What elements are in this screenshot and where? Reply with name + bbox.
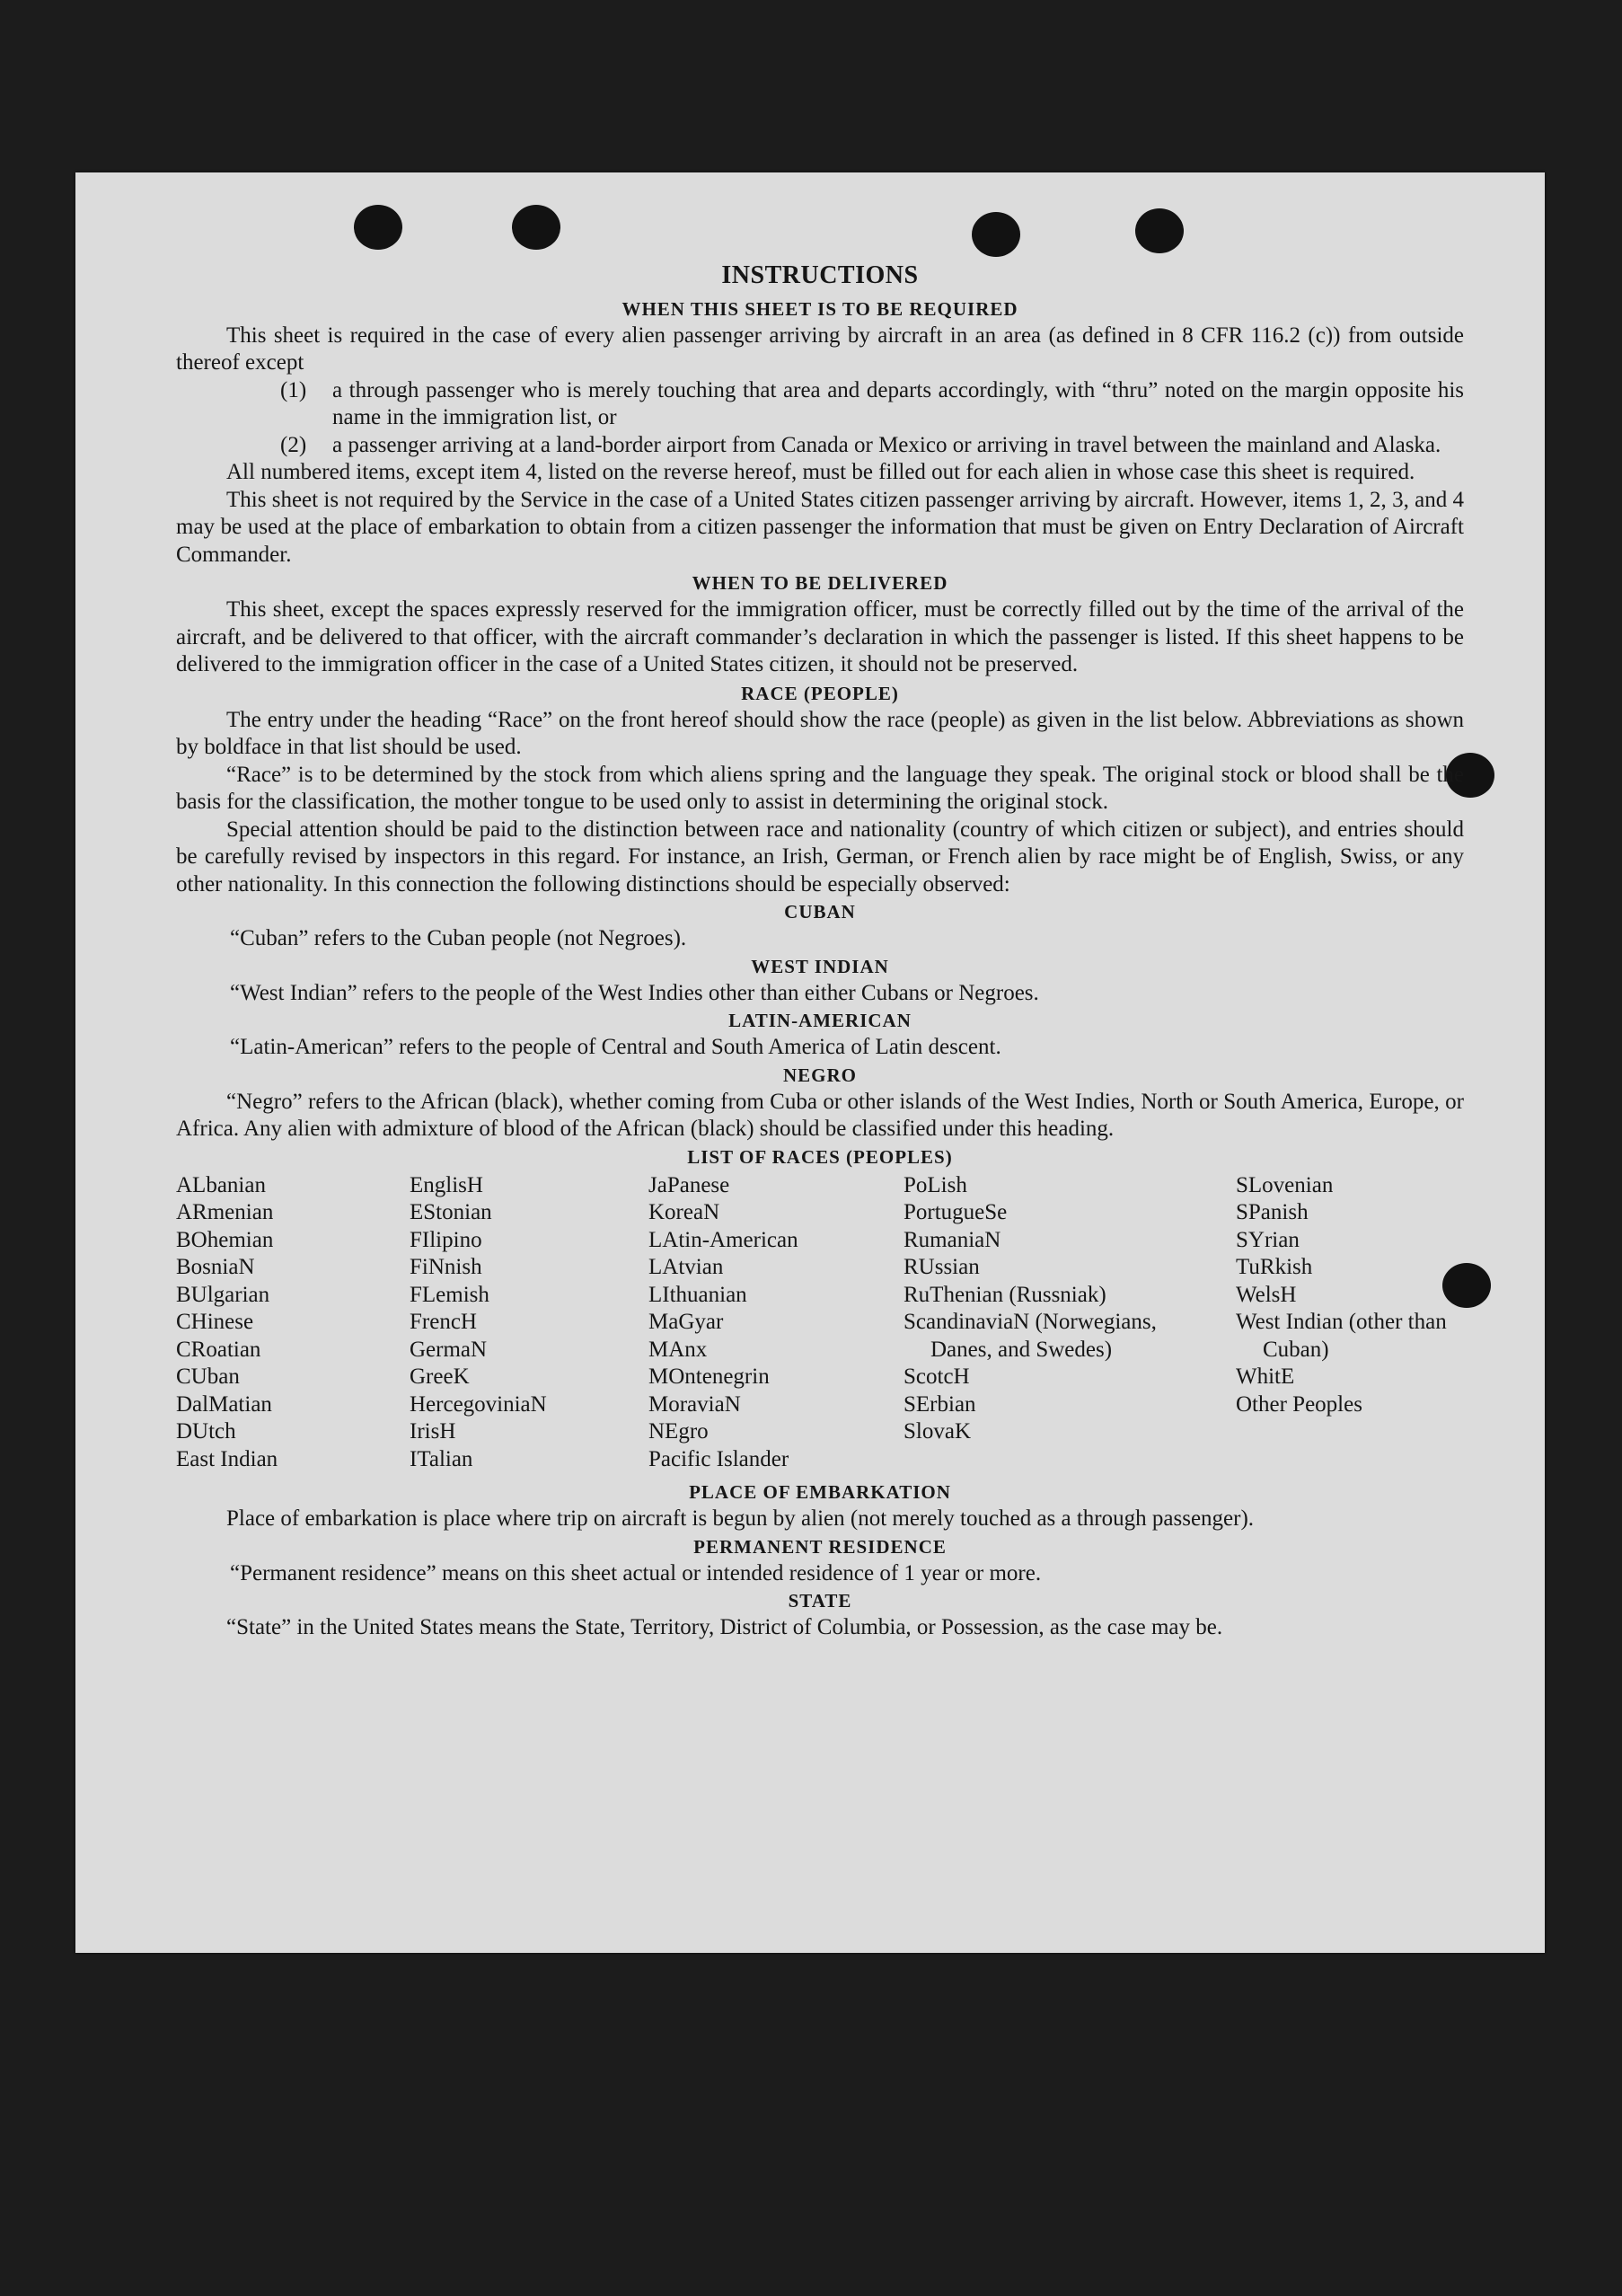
paragraph: “Permanent residence” means on this sheet actual or intended residence of 1 year or more. [230,1560,1042,1585]
race-entry: ScotcH [904,1364,970,1389]
race-entry: FIlipino [410,1227,482,1252]
race-entry: MoraviaN [648,1391,741,1417]
section-heading-when-required: WHEN THIS SHEET IS TO BE REQUIRED [621,297,1018,320]
race-entry: LIthuanian [648,1282,747,1307]
section-heading-negro: NEGRO [782,1064,857,1086]
paragraph: This sheet is required in the case of every alien passenger arriving by aircraft in an area (as defined in 8 CFR 116.2 (c)) from outside thereof except [176,322,1464,375]
race-entry: CUban [176,1364,240,1389]
race-entry: SLovenian [1236,1172,1334,1197]
section-heading-place-of-embarkation: PLACE OF EMBARKATION [689,1481,951,1503]
race-entry: SlovaK [904,1419,971,1444]
section-heading-latin-american: LATIN-AMERICAN [728,1010,912,1031]
race-entry: SYrian [1236,1227,1300,1252]
race-entry: TuRkish [1236,1255,1313,1279]
paragraph: Place of embarkation is place where trip on aircraft is begun by alien (not merely touched as a through passenger). [226,1506,1255,1531]
race-entry: SPanish [1236,1200,1309,1224]
section-heading-race: RACE (PEOPLE) [741,682,899,704]
race-entry: Pacific Islander [648,1446,789,1471]
paragraph: “State” in the United States means the State, Territory, District of Columbia, or Possession, as the case may be. [226,1615,1223,1639]
race-entry: PortugueSe [904,1200,1008,1224]
races-table [176,1172,1464,1474]
section-heading-list-of-races: LIST OF RACES (PEOPLES) [687,1145,953,1168]
paragraph: “Latin-American” refers to the people of Central and South America of Latin descent. [230,1035,1001,1059]
race-entry: ITalian [410,1446,473,1471]
race-entry: ScandinaviaN (Norwegians, Danes, and Swedes) [904,1310,1157,1362]
item-number: (2) [280,432,307,457]
race-entry: GreeK [410,1364,470,1389]
race-entry: BosniaN [176,1255,255,1279]
paragraph: “West Indian” refers to the people of the West Indies other than either Cubans or Negroes. [230,980,1039,1005]
race-entry: EStonian [410,1200,492,1224]
race-entry: KoreaN [648,1200,720,1224]
race-entry: LAtin-American [648,1227,798,1252]
race-entry: WelsH [1236,1282,1297,1307]
item-number: (1) [280,377,307,402]
instructions-content [176,262,1464,1642]
race-entry: WhitE [1236,1364,1295,1389]
paragraph: The entry under the heading “Race” on the front hereof should show the race (people) as given in the list below. Abbreviations as shown by boldface in that list should be used. [176,707,1464,759]
list-item [176,377,1464,432]
race-entry: BUlgarian [176,1282,270,1307]
race-entry: MaGyar [648,1310,724,1334]
race-entry: IrisH [410,1419,456,1444]
race-entry: FrencH [410,1310,477,1334]
races-column [904,1172,1236,1474]
race-entry: DalMatian [176,1391,272,1417]
race-entry: CHinese [176,1310,254,1334]
paragraph: “Race” is to be determined by the stock from which aliens spring and the language they speak. The original stock or blood shall be the basis for the classification, the mother tongue to be used only to assist in determining the original stock. [176,762,1464,814]
race-entry: FLemish [410,1282,489,1307]
section-heading-when-delivered: WHEN TO BE DELIVERED [692,572,948,594]
punch-hole [972,212,1020,257]
section-heading-permanent-residence: PERMANENT RESIDENCE [693,1535,947,1558]
section-heading-state: STATE [788,1590,852,1612]
paragraph: “Cuban” refers to the Cuban people (not Negroes). [230,926,687,950]
race-entry: ALbanian [176,1172,266,1197]
race-entry: LAtvian [648,1255,724,1279]
list-item [176,432,1464,460]
race-entry: NEgro [648,1419,709,1444]
document-sheet [75,172,1545,1953]
paragraph: All numbered items, except item 4, listed on the reverse hereof, must be filled out for each alien in whose case this sheet is required. [226,460,1415,484]
races-column [1236,1172,1464,1474]
race-entry: SErbian [904,1391,976,1417]
item-text: a through passenger who is merely touching that area and departs accordingly, with “thru” noted on the margin opposite his name in the immigration list, or [332,377,1464,429]
section-heading-cuban: CUBAN [784,901,856,923]
punch-hole [1135,208,1184,253]
race-entry: ARmenian [176,1200,274,1224]
race-entry: RuThenian (Russniak) [904,1282,1106,1307]
paragraph: “Negro” refers to the African (black), whether coming from Cuba or other islands of the West Indies, North or South America, Europe, or Africa. Any alien with admixture of blood of the African (black) should be classified under this heading. [176,1089,1464,1141]
race-entry: BOhemian [176,1227,274,1252]
section-heading-west-indian: WEST INDIAN [751,955,889,977]
races-column [176,1172,410,1474]
race-entry: MOntenegrin [648,1364,770,1389]
races-column [648,1172,904,1474]
race-entry: FiNnish [410,1255,482,1279]
paragraph: This sheet is not required by the Service in the case of a United States citizen passenger arriving by aircraft. However, items 1, 2, 3, and 4 may be used at the place of embarkation to obtain from a citizen passenger the information that must be given on Entry Declaration of Aircraft Commander. [176,487,1464,567]
race-entry: HercegoviniaN [410,1391,547,1417]
race-entry: Other Peoples [1236,1391,1362,1417]
race-entry: JaPanese [648,1172,730,1197]
punch-hole [354,205,402,250]
paragraph: This sheet, except the spaces expressly reserved for the immigration officer, must be correctly filled out by the time of the arrival of the aircraft, and be delivered to that officer, with the aircraft commander’s declaration in which the passenger is listed. If this sheet happens to be delivered to the immigration officer in the case of a United States citizen, it should not be preserved. [176,597,1464,676]
paragraph: Special attention should be paid to the distinction between race and nationality (country of which citizen or subject), and entries should be carefully revised by inspectors in this regard. For instance, an Irish, German, or French alien by race might be of English, Swiss, or any other nationality. In this connection the following distinctions should be especially observed: [176,817,1464,896]
race-entry: GermaN [410,1337,488,1362]
race-entry: RumaniaN [904,1227,1001,1252]
race-entry: EnglisH [410,1172,483,1197]
race-entry: East Indian [176,1446,278,1471]
race-entry: MAnx [648,1337,708,1362]
race-entry: DUtch [176,1419,236,1444]
race-entry: West Indian (other than Cuban) [1236,1310,1447,1362]
race-entry: RUssian [904,1255,980,1279]
item-text: a passenger arriving at a land-border airport from Canada or Mexico or arriving in travel between the mainland and Alaska. [332,432,1441,457]
race-entry: CRoatian [176,1337,261,1362]
document-title: INSTRUCTIONS [721,261,919,289]
races-column [410,1172,648,1474]
punch-hole [512,205,560,250]
race-entry: PoLish [904,1172,967,1197]
